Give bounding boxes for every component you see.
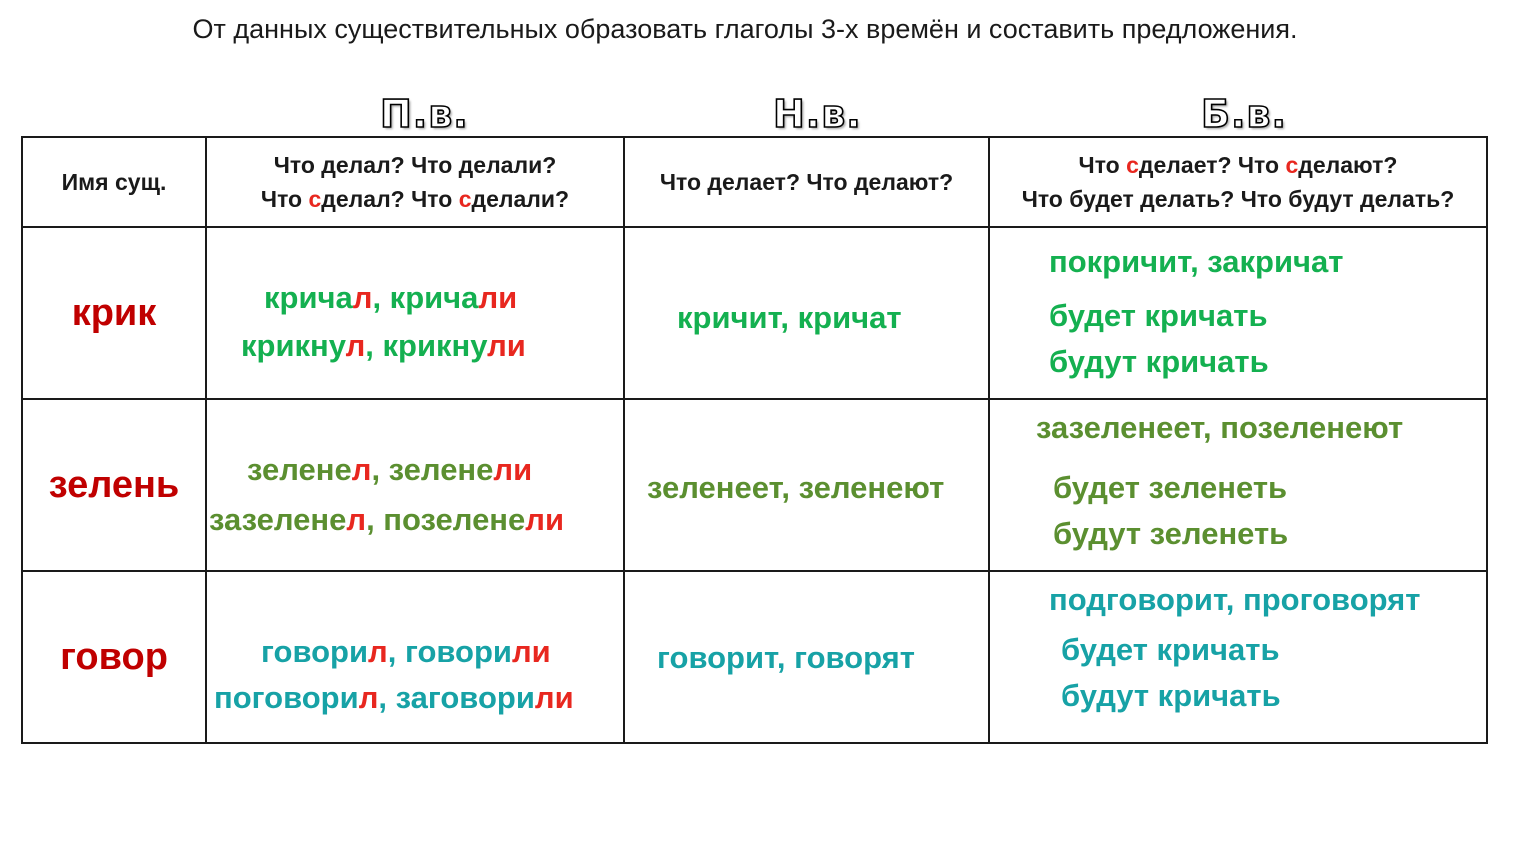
page-title: От данных существительных образовать глаголы 3-х времён и составить предложения. [192,14,1298,44]
past-line [214,680,574,716]
stem: , крикну [365,328,488,363]
future-line: будут кричать [1061,678,1281,713]
ending: л [351,452,372,487]
present-line: кричит, кричат [677,300,902,335]
past-line [261,634,551,670]
future-line: будут зеленеть [1053,516,1289,551]
tense-label-future: Б.в. [1201,92,1287,136]
future-line: будут кричать [1049,344,1269,379]
header-past [206,137,624,227]
past-cell [206,227,624,399]
tense-label-past: П.в. [380,92,469,136]
present-cell [624,227,989,399]
stem: крича [264,280,353,315]
table-row [22,227,1487,399]
stem: , крича [372,280,479,315]
stem: , позелене [366,502,526,537]
stem: говори [261,634,369,669]
header-present [624,137,989,227]
header-past-q2 [207,182,623,216]
future-line: будет кричать [1049,298,1268,333]
ending: ли [487,328,526,363]
q-prefix-highlight: с [458,186,472,212]
ending: л [358,680,379,715]
tense-label-present: Н.в. [773,92,862,136]
future-line: покричит, закричат [1049,244,1344,279]
future-line: будет кричать [1061,632,1280,667]
ending: л [346,502,367,537]
q-text: Что [1078,152,1127,178]
ending: ли [511,634,551,669]
header-future-q1 [990,148,1486,182]
present-cell [624,399,989,571]
q-text: Что [260,186,309,212]
ending: л [368,634,388,669]
noun-cell: говор [22,571,206,743]
future-cell [989,571,1487,743]
q-text: делает? Что [1138,152,1286,178]
table-header-row [22,137,1487,227]
stem: зазелене [209,502,347,537]
stem: , говори [387,634,512,669]
stem: крикну [241,328,346,363]
header-future-q2: Что будет делать? Что будут делать? [1021,186,1455,212]
present-line: говорит, говорят [657,640,915,675]
ending: ли [534,680,574,715]
stem: , заговори [378,680,535,715]
past-cell [206,399,624,571]
q-text: делал? Что [321,186,459,212]
past-cell [206,571,624,743]
noun-cell: зелень [22,399,206,571]
ending: ли [493,452,533,487]
future-cell [989,227,1487,399]
stem: зелене [247,452,352,487]
future-line: зазеленеет, позеленеют [1036,410,1404,445]
header-noun [22,137,206,227]
q-text: делают? [1298,152,1398,178]
table-row [22,399,1487,571]
stem: , зелене [371,452,494,487]
ending: ли [478,280,518,315]
q-prefix-highlight: с [1285,152,1299,178]
future-line: будет зеленеть [1053,470,1288,505]
past-line [264,280,517,316]
header-noun-label: Имя сущ. [61,169,167,195]
header-present-q: Что делает? Что делают? [659,169,954,195]
q-prefix-highlight: с [1126,152,1139,178]
q-text: делали? [471,186,570,212]
future-cell [989,399,1487,571]
verb-tense-table [21,136,1488,744]
ending: л [352,280,373,315]
header-past-q1: Что делал? Что делали? [273,152,557,178]
future-line: подговорит, проговорят [1049,582,1421,617]
past-line [247,452,532,488]
present-cell [624,571,989,743]
noun-cell: крик [22,227,206,399]
present-line: зеленеет, зеленеют [647,470,945,505]
header-future [989,137,1487,227]
ending: ли [525,502,565,537]
past-line [209,502,564,538]
stem: поговори [214,680,359,715]
ending: л [345,328,366,363]
table-row [22,571,1487,743]
q-prefix-highlight: с [308,186,322,212]
past-line [241,328,526,364]
